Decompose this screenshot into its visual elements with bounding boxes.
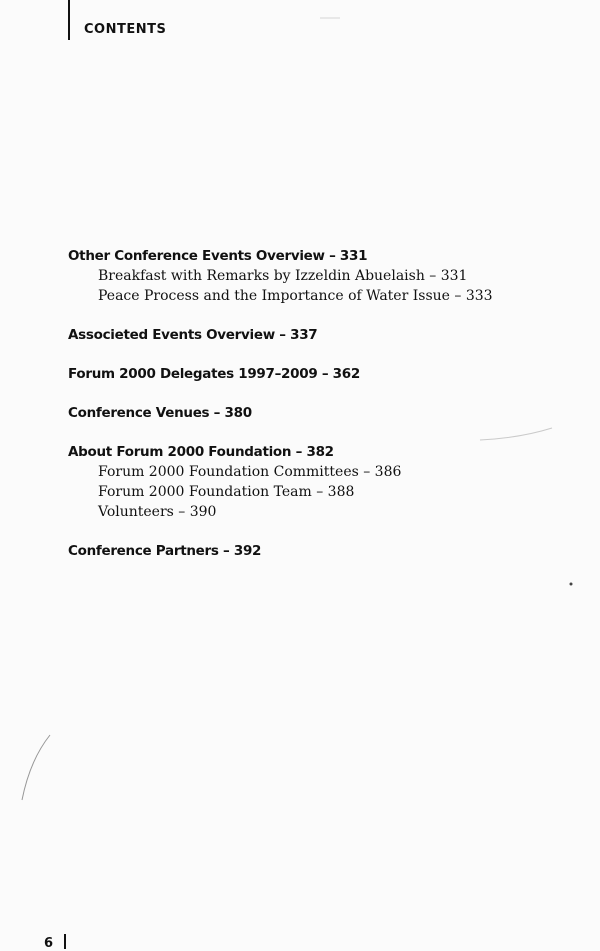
- toc-section-delegates: [68, 364, 568, 384]
- page-number: 6: [44, 936, 54, 951]
- toc-section-foundation: [68, 442, 568, 522]
- toc-heading: Other Conference Events Overview – 331: [68, 248, 368, 264]
- faint-stroke-1: [22, 735, 50, 800]
- toc-section-other-events: [68, 246, 568, 306]
- toc-section-partners: [68, 541, 568, 561]
- toc-entry: Peace Process and the Importance of Water Issue – 333: [98, 288, 493, 304]
- page-title: CONTENTS: [84, 22, 167, 37]
- footer-rule: [64, 934, 66, 949]
- toc-heading: Conference Venues – 380: [68, 405, 252, 421]
- toc-entry: Forum 2000 Foundation Team – 388: [98, 484, 355, 500]
- table-of-contents: [68, 246, 568, 580]
- toc-heading: Conference Partners – 392: [68, 543, 262, 559]
- faint-dot: [570, 583, 573, 586]
- header-rule: [68, 0, 70, 40]
- toc-heading: Forum 2000 Delegates 1997–2009 – 362: [68, 366, 360, 382]
- toc-section-venues: [68, 403, 568, 423]
- toc-section-associated-events: [68, 325, 568, 345]
- toc-heading: About Forum 2000 Foundation – 382: [68, 444, 334, 460]
- toc-heading: Associeted Events Overview – 337: [68, 327, 318, 343]
- toc-entry: Volunteers – 390: [98, 504, 217, 520]
- toc-entry: Forum 2000 Foundation Committees – 386: [98, 464, 402, 480]
- toc-entry: Breakfast with Remarks by Izzeldin Abuelaish – 331: [98, 268, 468, 284]
